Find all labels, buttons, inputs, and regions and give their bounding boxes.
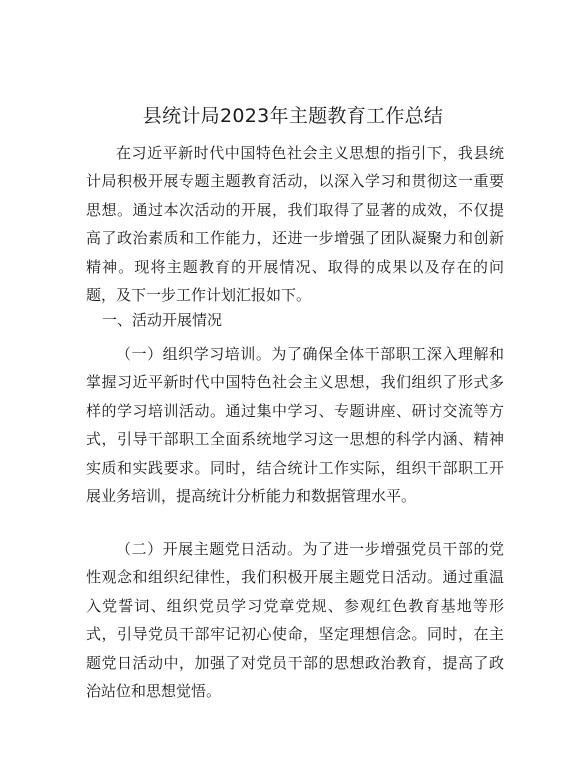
document-title: 县统计局2023年主题教育工作总结	[142, 105, 444, 127]
paragraph-study-training: （一）组织学习培训。为了确保全体干部职工深入理解和掌握习近平新时代中国特色社会主义思想，我们组织了形式多样的学习培训活动。通过集中学习、专题讲座、研讨交流等方式，引导干部职工全面系统地学习这一思想的科学内涵、精神实质和实践要求。同时，结合统计工作实际，组织干部职工开展业务培训，提高统计分析能力和数据管理水平。	[86, 345, 504, 506]
intro-paragraph: 在习近平新时代中国特色社会主义思想的指引下，我县统计局积极开展专题主题教育活动，以深入学习和贯彻这一重要思想。通过本次活动的开展，我们取得了显著的成效，不仅提高了政治素质和工作能力，还进一步增强了团队凝聚力和创新精神。现将主题教育的开展情况、取得的成果以及存在的问题，及下一步工作计划汇报如下。	[86, 144, 504, 305]
section-heading: 一、活动开展情况	[102, 311, 223, 329]
paragraph-party-day: （二）开展主题党日活动。为了进一步增强党员干部的党性观念和组织纪律性，我们积极开展主题党日活动。通过重温入党誓词、组织党员学习党章党规、参观红色教育基地等形式，引导党员干部牢记初心使命，坚定理想信念。同时，在主题党日活动中，加强了对党员干部的思想政治教育，提高了政治站位和思想觉悟。	[86, 540, 504, 701]
